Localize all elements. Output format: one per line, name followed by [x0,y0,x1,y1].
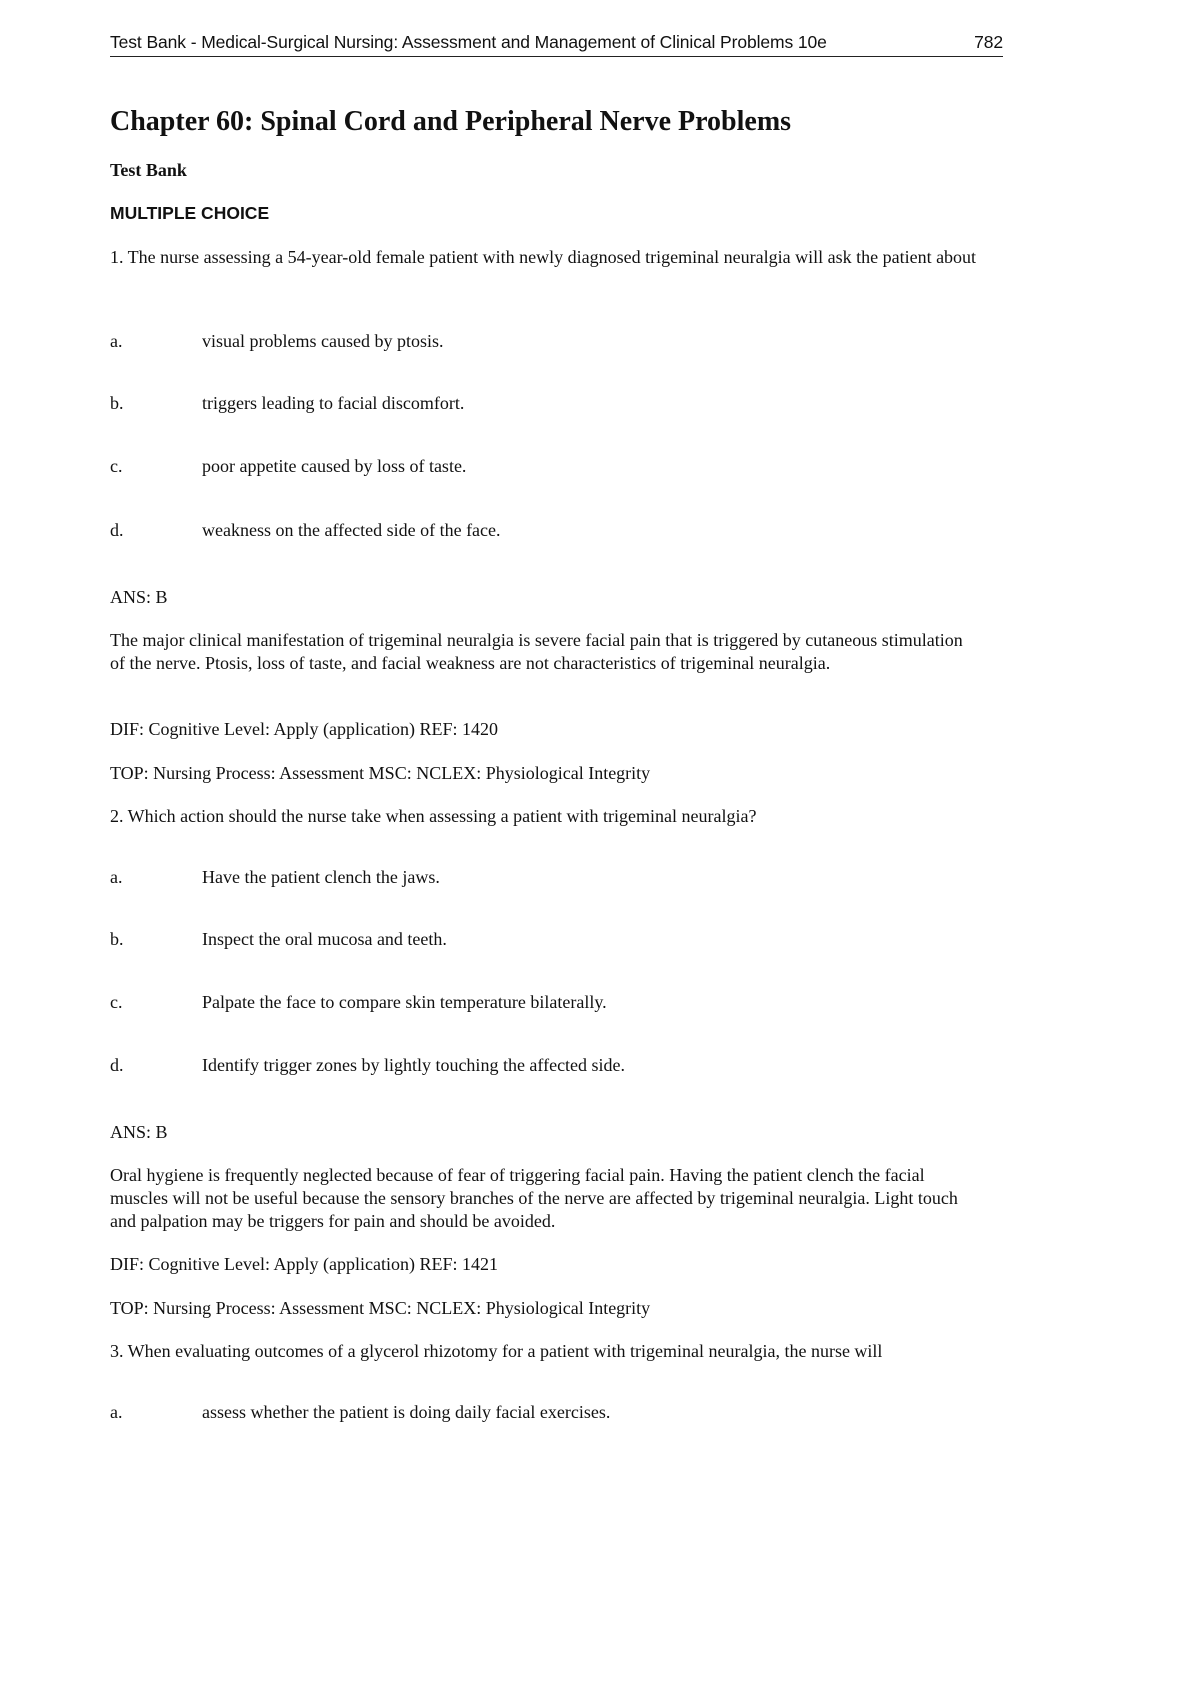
page-number: 782 [974,32,1003,52]
option-letter: b. [110,393,124,413]
question-type-heading: MULTIPLE CHOICE [110,203,270,223]
option-text: visual problems caused by ptosis. [202,331,444,351]
question-1-top: TOP: Nursing Process: Assessment MSC: NCLEX: Physiological Integrity [110,763,651,783]
section-label: Test Bank [110,160,187,180]
option-letter: d. [110,1055,124,1075]
question-2-top: TOP: Nursing Process: Assessment MSC: NCLEX: Physiological Integrity [110,1298,651,1318]
question-1-dif: DIF: Cognitive Level: Apply (application) REF: 1420 [110,719,498,739]
chapter-title: Chapter 60: Spinal Cord and Peripheral Nerve Problems [110,106,792,137]
question-2-stem: 2. Which action should the nurse take when assessing a patient with trigeminal neuralgia? [110,806,757,826]
option-text: poor appetite caused by loss of taste. [202,456,467,476]
option-text: Palpate the face to compare skin temperature bilaterally. [202,992,607,1012]
question-3-stem: 3. When evaluating outcomes of a glycerol rhizotomy for a patient with trigeminal neuralgia, the nurse will [110,1341,883,1361]
option-text: Identify trigger zones by lightly touching the affected side. [202,1055,626,1075]
question-1-answer: ANS: B [110,587,168,607]
option-text: Have the patient clench the jaws. [202,867,440,887]
question-1-rationale: The major clinical manifestation of trigeminal neuralgia is severe facial pain that is triggered by cutaneous stimulation of the nerve. Ptosis, loss of taste, and facial weakness are not characteristics of trigeminal neuralgia. [110,630,963,673]
option-letter: c. [110,456,123,476]
option-text: weakness on the affected side of the face. [202,520,501,540]
option-text: assess whether the patient is doing daily facial exercises. [202,1402,611,1422]
option-letter: a. [110,1402,123,1422]
option-letter: a. [110,331,123,351]
option-letter: c. [110,992,123,1012]
option-letter: a. [110,867,123,887]
question-2-rationale: Oral hygiene is frequently neglected because of fear of triggering facial pain. Having the patient clench the facial muscles will not be useful because the sensory branches of the nerve are affected by trigeminal neuralgia. Light touch and palpation may be triggers for pain and should be avoided. [110,1165,958,1231]
running-header [110,30,1003,57]
option-letter: d. [110,520,124,540]
question-1-stem: 1. The nurse assessing a 54-year-old female patient with newly diagnosed trigeminal neuralgia will ask the patient about [110,247,977,267]
option-text: Inspect the oral mucosa and teeth. [202,929,447,949]
question-2-dif: DIF: Cognitive Level: Apply (application) REF: 1421 [110,1254,498,1274]
question-2-answer: ANS: B [110,1122,168,1142]
option-text: triggers leading to facial discomfort. [202,393,465,413]
header-title: Test Bank - Medical-Surgical Nursing: Assessment and Management of Clinical Problems 10e [110,32,827,52]
option-letter: b. [110,929,124,949]
